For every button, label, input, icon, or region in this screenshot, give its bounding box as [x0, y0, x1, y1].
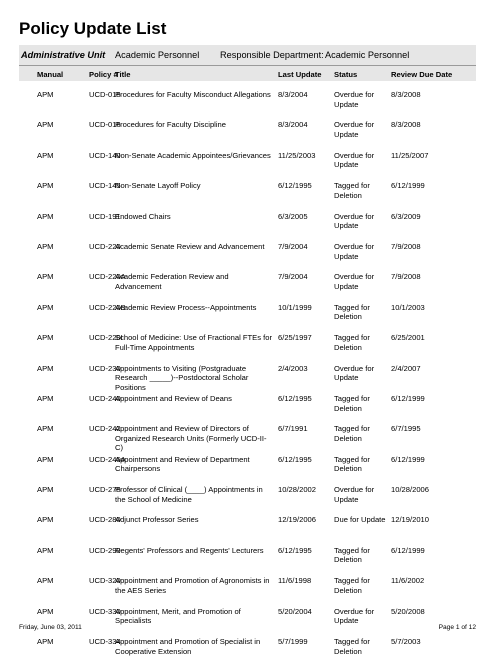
cell-review-due: 5/20/2008	[391, 606, 425, 616]
cell-manual: APM	[37, 606, 54, 616]
cell-last-update: 6/12/1995	[278, 393, 312, 403]
cell-manual: APM	[37, 150, 54, 160]
cell-title: School of Medicine: Use of Fractional FTEs for Full-Time Appointments	[115, 333, 272, 352]
cell-title: Adjunct Professor Series	[115, 515, 199, 525]
table-row	[19, 303, 476, 333]
cell-status: Tagged for Deletion	[334, 181, 370, 200]
cell-last-update: 12/19/2006	[278, 515, 317, 525]
table-row	[19, 455, 476, 485]
cell-review-due: 6/7/1995	[391, 424, 421, 434]
table-row	[19, 272, 476, 302]
cell-manual: APM	[37, 393, 54, 403]
cell-status: Tagged for Deletion	[334, 637, 370, 656]
admin-unit-value: Academic Personnel	[115, 50, 200, 60]
column-header-row	[19, 66, 476, 81]
cell-status: Tagged for Deletion	[334, 393, 370, 413]
cell-status: Overdue for Update	[334, 606, 375, 626]
cell-status: Overdue for Update	[334, 150, 375, 170]
cell-review-due: 2/4/2007	[391, 363, 421, 373]
cell-review-due: 6/25/2001	[391, 333, 425, 343]
cell-last-update: 6/12/1995	[278, 454, 312, 464]
cell-title: Procedures for Faculty Misconduct Allegations	[115, 90, 271, 99]
cell-policy-number: UCD-320	[89, 576, 121, 586]
cell-last-update: 2/4/2003	[278, 363, 308, 373]
responsible-dept-value: Academic Personnel	[325, 50, 410, 60]
col-status: Status	[334, 70, 358, 79]
cell-last-update: 6/3/2005	[278, 211, 308, 221]
table-row	[19, 212, 476, 242]
cell-manual: APM	[37, 302, 54, 312]
table-row	[19, 120, 476, 150]
cell-review-due: 6/12/1999	[391, 393, 425, 403]
cell-status: Tagged for Deletion	[334, 576, 370, 595]
cell-title: Non-Senate Academic Appointees/Grievances	[115, 150, 271, 160]
cell-last-update: 8/3/2004	[278, 120, 308, 130]
cell-review-due: 6/12/1999	[391, 545, 425, 555]
responsible-dept-label: Responsible Department:	[220, 50, 324, 60]
col-title: Title	[115, 70, 131, 79]
table-row	[19, 333, 476, 363]
table-row	[19, 576, 476, 606]
cell-policy-number: UCD-015	[89, 90, 121, 99]
cell-review-due: 10/28/2006	[391, 485, 430, 495]
cell-manual: APM	[37, 241, 54, 251]
cell-last-update: 5/7/1999	[278, 637, 308, 647]
cell-policy-number: UCD-242	[89, 424, 121, 434]
cell-status: Tagged for Deletion	[334, 545, 370, 565]
cell-title: Appointment and Review of Directors of Organized Research Units (Formerly UCD-II-C)	[115, 424, 267, 453]
col-manual: Manual	[37, 70, 64, 79]
cell-review-due: 8/3/2008	[391, 90, 421, 99]
cell-policy-number: UCD-191	[89, 211, 121, 221]
unit-header-bar	[19, 45, 476, 66]
cell-last-update: 6/12/1995	[278, 545, 312, 555]
cell-policy-number: UCD-220I	[89, 333, 123, 343]
table-row	[19, 242, 476, 272]
table-row	[19, 424, 476, 454]
cell-manual: APM	[37, 576, 54, 586]
cell-status: Overdue for Update	[334, 485, 375, 504]
cell-title: Appointment and Review of Department Chairpersons	[115, 454, 250, 474]
cell-policy-number: UCD-245A	[89, 454, 126, 464]
cell-last-update: 7/9/2004	[278, 272, 308, 282]
cell-policy-number: UCD-230	[89, 363, 121, 373]
cell-status: Overdue for Update	[334, 241, 375, 261]
cell-manual: APM	[37, 515, 54, 525]
cell-manual: APM	[37, 211, 54, 221]
cell-status: Tagged for Deletion	[334, 302, 370, 322]
cell-manual: APM	[37, 545, 54, 555]
cell-policy-number: UCD-220	[89, 241, 121, 251]
cell-manual: APM	[37, 181, 54, 191]
cell-last-update: 10/1/1999	[278, 302, 312, 312]
cell-last-update: 8/3/2004	[278, 90, 308, 99]
cell-last-update: 11/25/2003	[278, 150, 316, 160]
cell-status: Overdue for Update	[334, 363, 375, 383]
table-row	[19, 151, 476, 181]
cell-policy-number: UCD-220A	[89, 272, 126, 282]
cell-title: Academic Senate Review and Advancement	[115, 241, 265, 251]
cell-policy-number: UCD-280	[89, 515, 121, 525]
cell-manual: APM	[37, 120, 54, 130]
cell-manual: APM	[37, 272, 54, 282]
cell-review-due: 7/9/2008	[391, 272, 421, 282]
cell-manual: APM	[37, 637, 54, 647]
cell-policy-number: UCD-140	[89, 150, 121, 160]
page-title: Policy Update List	[19, 19, 167, 38]
cell-title: Academic Federation Review and Advancement	[115, 272, 229, 291]
table-row	[19, 515, 476, 545]
cell-last-update: 7/9/2004	[278, 241, 308, 251]
cell-title: Appointment, Merit, and Promotion of Specialists	[115, 606, 241, 626]
cell-last-update: 6/12/1995	[278, 181, 312, 191]
cell-title: Regents' Professors and Regents' Lecturers	[115, 545, 264, 555]
table-row	[19, 181, 476, 211]
cell-manual: APM	[37, 333, 54, 343]
cell-policy-number: UCD-290	[89, 545, 121, 555]
footer-date: Friday, June 03, 2011	[19, 624, 82, 631]
cell-last-update: 5/20/2004	[278, 606, 312, 616]
cell-manual: APM	[37, 90, 54, 99]
cell-last-update: 10/28/2002	[278, 485, 317, 495]
table-row	[19, 364, 476, 394]
col-review-due: Review Due Date	[391, 70, 453, 79]
cell-status: Overdue for Update	[334, 272, 375, 291]
cell-title: Professor of Clinical (____) Appointments in the School of Medicine	[115, 485, 263, 504]
footer-page-number: Page 1 of 12	[438, 624, 476, 631]
cell-manual: APM	[37, 363, 54, 373]
table-row	[19, 637, 476, 667]
cell-manual: APM	[37, 485, 54, 495]
cell-review-due: 8/3/2008	[391, 120, 421, 130]
admin-unit-label: Administrative Unit	[21, 50, 106, 60]
cell-policy-number: UCD-240	[89, 393, 121, 403]
cell-status: Due for Update	[334, 515, 386, 525]
cell-policy-number: UCD-275	[89, 485, 121, 495]
cell-review-due: 6/12/1999	[391, 181, 425, 191]
cell-status: Tagged for Deletion	[334, 333, 370, 352]
cell-title: Appointment and Review of Deans	[115, 393, 232, 403]
table-row	[19, 394, 476, 424]
cell-title: Academic Review Process--Appointments	[115, 302, 257, 312]
cell-review-due: 11/6/2002	[391, 576, 425, 586]
cell-manual: APM	[37, 454, 54, 464]
col-policy: Policy #	[89, 70, 118, 79]
cell-title: Appointments to Visiting (Postgraduate Research _____)--Postdoctoral Scholar Positions	[115, 363, 249, 392]
cell-title: Appointment and Promotion of Agronomists in the AES Series	[115, 576, 270, 595]
cell-status: Overdue for Update	[334, 120, 375, 139]
table-row	[19, 607, 476, 637]
cell-review-due: 11/25/2007	[391, 150, 429, 160]
cell-review-due: 5/7/2003	[391, 637, 421, 647]
cell-status: Tagged for Deletion	[334, 424, 370, 443]
cell-status: Overdue for Update	[334, 90, 375, 109]
cell-policy-number: UCD-220B	[89, 302, 126, 312]
cell-policy-number: UCD-334	[89, 637, 121, 647]
cell-review-due: 12/19/2010	[391, 515, 430, 525]
cell-title: Procedures for Faculty Discipline	[115, 120, 226, 130]
cell-title: Endowed Chairs	[115, 211, 171, 221]
cell-last-update: 11/6/1998	[278, 576, 312, 586]
cell-policy-number: UCD-330	[89, 606, 121, 616]
policy-table	[19, 90, 476, 667]
cell-title: Non-Senate Layoff Policy	[115, 181, 201, 191]
table-row	[19, 485, 476, 515]
cell-policy-number: UCD-145	[89, 181, 121, 191]
cell-review-due: 6/3/2009	[391, 211, 421, 221]
col-last-update: Last Update	[278, 70, 322, 79]
table-row	[19, 90, 476, 120]
table-row	[19, 546, 476, 576]
cell-policy-number: UCD-016	[89, 120, 121, 130]
cell-review-due: 6/12/1999	[391, 454, 425, 464]
cell-review-due: 7/9/2008	[391, 241, 421, 251]
cell-title: Appointment and Promotion of Specialist in Cooperative Extension	[115, 637, 261, 656]
cell-review-due: 10/1/2003	[391, 302, 425, 312]
cell-last-update: 6/7/1991	[278, 424, 308, 434]
cell-status: Overdue for Update	[334, 211, 375, 231]
cell-manual: APM	[37, 424, 54, 434]
cell-last-update: 6/25/1997	[278, 333, 312, 343]
cell-status: Tagged for Deletion	[334, 454, 370, 474]
